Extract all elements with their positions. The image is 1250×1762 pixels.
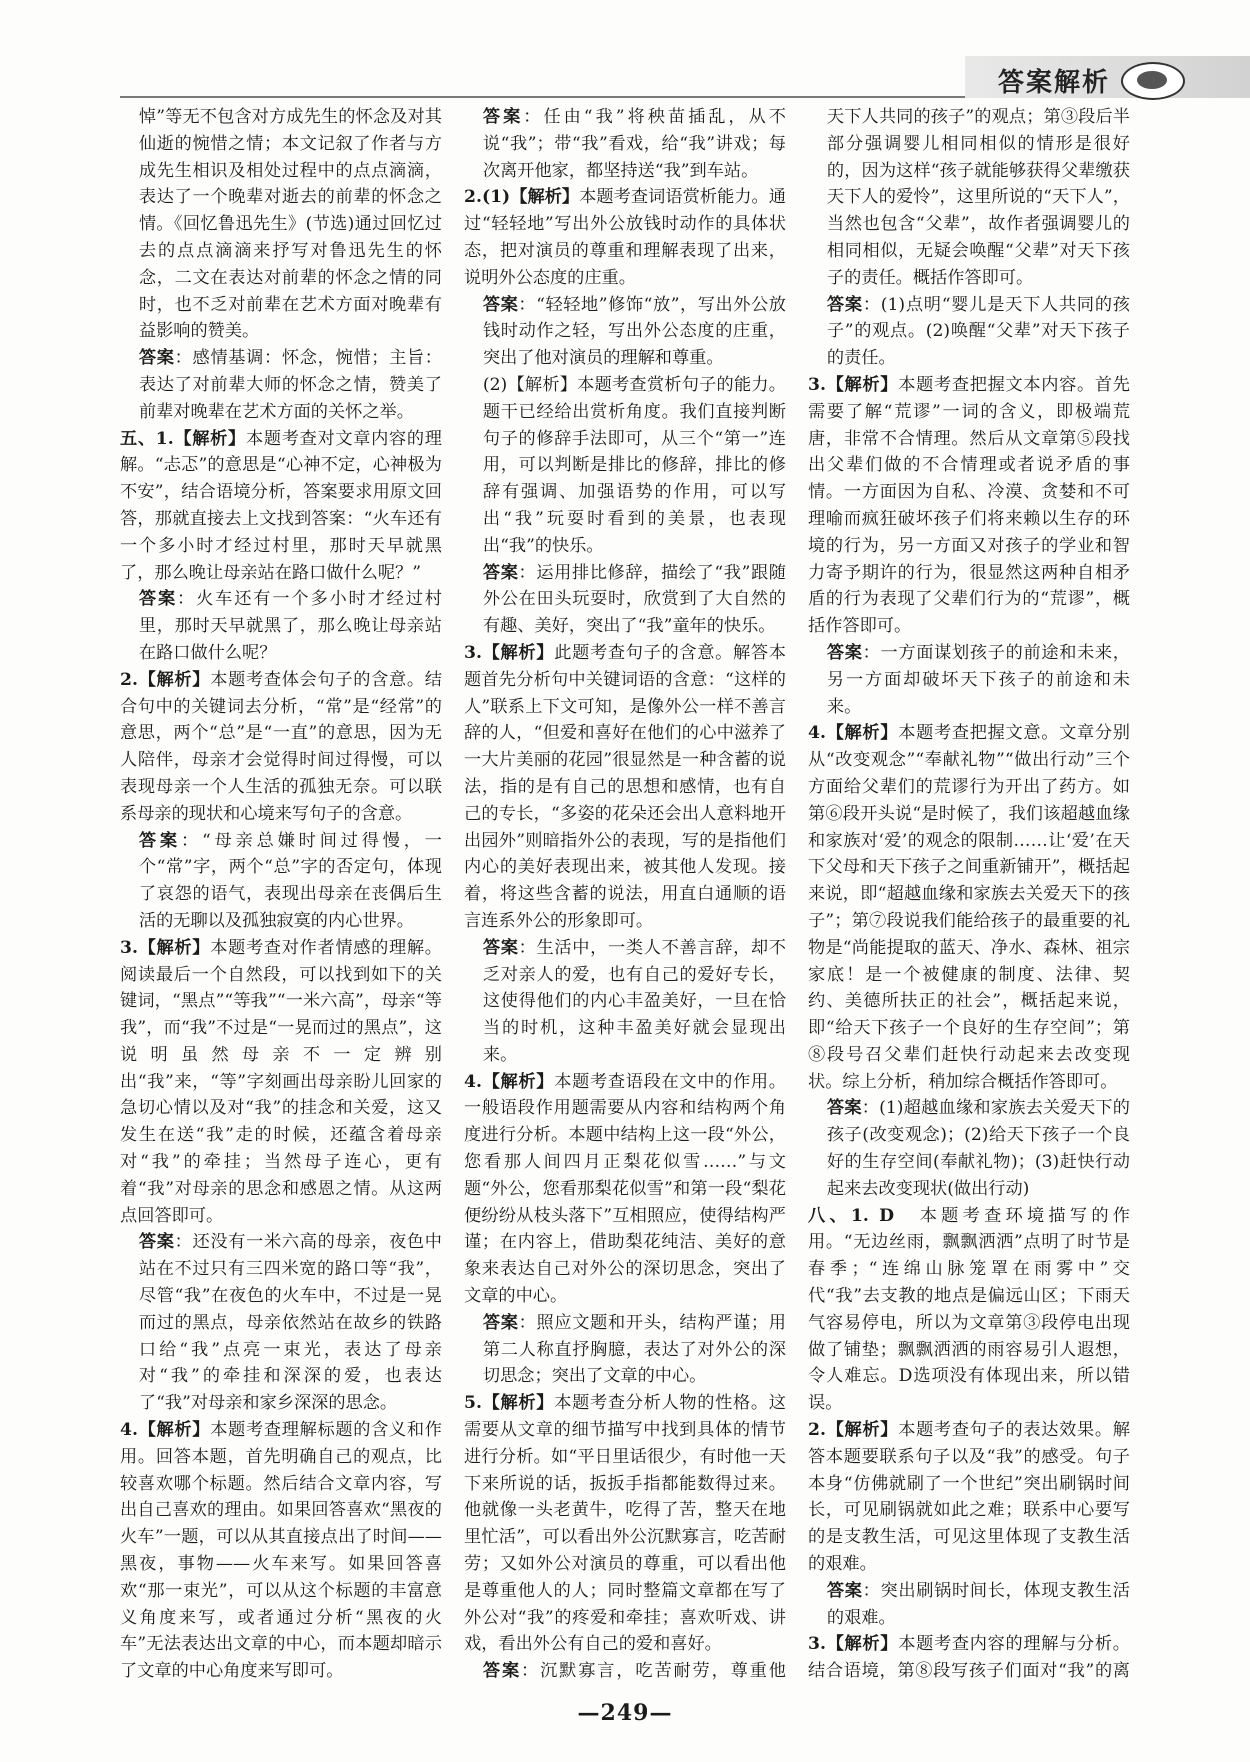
item-text: (2)【解析】本题考查赏析句子的能力。题干已经给出赏析角度。我们直接判断句子的修辞手法即可，从三个“第一”连用，可以判断是排比的修辞，排比的修辞有强调、加强语势的作用，可以写出“我”玩耍时看到的美景，也表现出“我”的快乐。 xyxy=(482,374,786,556)
answer-paragraph xyxy=(808,1578,1130,1632)
item-text: 本题考查理解标题的含义和作用。回答本题，首先明确自己的观点，比较喜欢哪个标题。然后结合文章内容，写出自己喜欢的理由。如果回答喜欢“黑夜的火车”一题，可以从其直接点出了时间——黑夜，事物——火车来写。如果回答喜欢“那一束光”，可以从这个标题的丰富意义角度来写，或者通过分析“黑夜的火车”无法表达出文章的中心，而本题却暗示了文章的中心角度来写即可。 xyxy=(120,1420,442,1682)
item-text: 本题考查对文章内容的理解。“忐忑”的意思是“心神不定，心神极为不安”，结合语境分析，答案要求用原文回答，那就直接去上文找到答案：“火车还有一个多小时才经过村里，那时天早就黑了，那么晚让母亲站在路口做什么呢？” xyxy=(120,428,442,583)
item-label: 4.【解析】 xyxy=(120,1420,211,1441)
answer-paragraph xyxy=(464,1069,786,1310)
item-label: 答案 xyxy=(138,1232,175,1253)
item-label: 答案 xyxy=(482,937,519,958)
item-text: 本题考查分析人物的性格。这需要从文章的细节描写中找到具体的情节进行分析。如“平日里话很少，有时他一天下来所说的话，扳扳手指都能数得过来。他就像一头老黄牛，吃得了苦，整天在地里忙活”，可以看出外公沉默寡言，吃苦耐劳；又如外公对演员的尊重，可以看出他是尊重他人的人；同时整篇文章都在写了外公对“我”的疼爱和牵挂；喜欢听戏、讲戏，看出外公有自己的爱和喜好。 xyxy=(464,1393,786,1655)
item-label: 五、1.【解析】 xyxy=(120,428,246,449)
answer-paragraph xyxy=(120,345,442,425)
column-right xyxy=(808,104,1130,1682)
item-label: 3.【解析】 xyxy=(464,642,555,663)
answer-paragraph xyxy=(120,828,442,935)
column-left xyxy=(120,104,442,1682)
item-text: ：“母亲总嫌时间过得慢，一个“常”字，两个“总”字的否定句，体现了哀怨的语气，表现出母亲在丧偶后生活的无聊以及孤独寂寞的内心世界。 xyxy=(138,830,442,931)
answer-paragraph xyxy=(808,292,1130,372)
item-text: ：任由“我”将秧苗插乱，从不说“我”；带“我”看戏，给“我”讲戏；每次离开他家，都坚持送“我”到车站。 xyxy=(482,107,786,181)
item-text: 此题考查句子的含意。解答本题首先分析句中关键词语的含意：“这样的人”联系上下文可知，是像外公一样不善言辞的人，“但爱和喜好在他们的心中滋养了一大片美丽的花园”很显然是一种含蓄的说法，指的是有自己的思想和感情，也有自己的专长，“多姿的花朵还会出人意料地开出园外”则暗指外公的表现，写的是指他们内心的美好表现出来，被其他人发现。接着，将这些含蓄的说法，用直白通顺的语言连系外公的形象即可。 xyxy=(464,642,786,931)
answer-paragraph xyxy=(808,640,1130,720)
item-text: ：“轻轻地”修饰“放”，写出外公放钱时动作之轻，写出外公态度的庄重，突出了他对演员的理解和尊重。 xyxy=(482,294,786,369)
answer-paragraph xyxy=(120,667,442,828)
item-label: 答案 xyxy=(138,348,175,369)
answer-paragraph xyxy=(808,372,1130,640)
answer-paragraph xyxy=(120,426,442,587)
item-label: 3.【解析】 xyxy=(808,1634,899,1655)
answer-paragraph xyxy=(808,104,1130,292)
item-text: ：还没有一米六高的母亲，夜色中站在不过只有三四米宽的路口等“我”，尽管“我”在夜色的火车中，不过是一晃而过的黑点，母亲依然站在故乡的铁路口给“我”点亮一束光，表达了母亲对“我”的牵挂和深深的爱，也表达了“我”对母亲和家乡深深的思念。 xyxy=(138,1232,442,1414)
item-label: 答案 xyxy=(826,1580,863,1601)
item-label: 4.【解析】 xyxy=(464,1071,555,1092)
item-text: ：(1)点明“婴儿是天下人共同的孩子”的观点。(2)唤醒“父辈”对天下孩子的责任。 xyxy=(826,294,1130,369)
answer-paragraph xyxy=(120,586,442,666)
answer-paragraph xyxy=(808,1095,1130,1202)
item-text: ：沉默寡言，吃苦耐劳，尊重他 xyxy=(521,1661,786,1682)
item-label: 答案 xyxy=(826,294,863,315)
item-label: 5.【解析】 xyxy=(464,1393,555,1414)
answer-paragraph xyxy=(120,1229,442,1417)
item-text: ：突出刷锅时间长，体现支教生活的艰难。 xyxy=(826,1580,1130,1628)
answer-paragraph xyxy=(464,560,786,640)
answer-paragraph xyxy=(120,104,442,345)
item-label: 答案 xyxy=(826,1098,862,1119)
item-label: 八、1. D xyxy=(808,1205,894,1226)
answer-paragraph xyxy=(464,1390,786,1658)
answer-paragraph xyxy=(808,1417,1130,1578)
item-text: ：照应文题和开头，结构严谨；用第二人称直抒胸臆，表达了对外公的深切思念；突出了文章的中心。 xyxy=(482,1312,786,1387)
answer-paragraph xyxy=(120,935,442,1230)
item-text: 本题考查词语赏析能力。通过“轻轻地”写出外公放钱时动作的具体状态，把对演员的尊重和理解表现了出来，说明外公态度的庄重。 xyxy=(464,187,786,288)
item-label: 2.【解析】 xyxy=(808,1420,899,1441)
answer-paragraph xyxy=(120,1417,442,1682)
answer-paragraph xyxy=(464,372,786,560)
item-text: ：运用排比修辞，描绘了“我”跟随外公在田头玩耍时，欣赏到了大自然的有趣、美好，突出了“我”童年的快乐。 xyxy=(482,562,786,637)
item-label: 答案 xyxy=(482,294,519,315)
column-middle xyxy=(464,104,786,1682)
item-label: 2.(1)【解析】 xyxy=(464,187,580,208)
eye-logo-icon xyxy=(1121,62,1185,100)
item-label: 3.【解析】 xyxy=(120,937,211,958)
item-label: 答案 xyxy=(482,562,519,583)
answer-paragraph xyxy=(808,720,1130,1095)
answer-paragraph xyxy=(464,104,786,184)
answer-paragraph xyxy=(464,184,786,291)
item-text: 本题考查语段在文中的作用。一般语段作用题需要从内容和结构两个角度进行分析。本题中结构上这一段“外公，您看那人间四月正梨花似雪……”与文题“外公，您看那梨花似雪”和第一段“梨花便纷纷从枝头落下”互相照应，使得结构严谨；在内容上，借助梨花纯洁、美好的意象来表达自己对外公的深切思念，突出了文章的中心。 xyxy=(464,1071,786,1307)
item-label: 答案 xyxy=(138,589,178,610)
item-text: ：生活中，一类人不善言辞，却不乏对亲人的爱，也有自己的爱好专长，这使得他们的内心丰盈美好，一旦在恰当的时机，这种丰盈美好就会显现出来。 xyxy=(482,937,786,1065)
answer-paragraph xyxy=(464,292,786,372)
answer-paragraph xyxy=(464,935,786,1069)
page-number: —249— xyxy=(577,1700,673,1726)
item-label: 答案 xyxy=(826,642,863,663)
item-text: 本题考查句子的表达效果。解答本题要联系句子以及“我”的感受。句子本身“仿佛就刷了一个世纪”突出刷锅时间长，可见刷锅就如此之难；联系中心要写的是支教生活，可见这里体现了支教生活的艰难。 xyxy=(808,1420,1130,1575)
item-text: 本题考查对作者情感的理解。阅读最后一个自然段，可以找到如下的关键词，“黑点”“等我”“一米六高”，母亲“等我”，而“我”不过是“一晃而过的黑点”，这说明虽然母亲不一定辨别出“我”来，“等”字刻画出母亲盼儿回家的急切心情以及对“我”的挂念和关爱，这又发生在送“我”走的时候，还蕴含着母亲对“我”的牵挂；当然母子连心，更有着“我”对母亲的思念和感恩之情。从这两点回答即可。 xyxy=(120,937,442,1226)
item-label: 2.【解析】 xyxy=(120,669,211,690)
item-text: ：一方面谋划孩子的前途和未来，另一方面却破坏天下孩子的前途和未来。 xyxy=(826,642,1130,717)
item-text: 悼”等无不包含对方成先生的怀念及对其仙逝的惋惜之情；本文记叙了作者与方成先生相识及相处过程中的点点滴滴，表达了一个晚辈对逝去的前辈的怀念之情。《回忆鲁迅先生》(节选)通过回忆过去的点点滴滴来抒写对鲁迅先生的怀念，二文在表达对前辈的怀念之情的同时，也不乏对前辈在艺术方面对晚辈有益影响的赞美。 xyxy=(138,107,442,342)
item-text: 天下人共同的孩子”的观点；第③段后半部分强调婴儿相同相似的情形是很好的，因为这样“孩子就能够获得父辈缴获天下人的爱怜”，这里所说的“天下人”，当然也包含“父辈”，故作者强调婴儿的相同相似，无疑会唤醒“父辈”对天下孩子的责任。概括作答即可。 xyxy=(826,107,1130,288)
item-label: 答案 xyxy=(482,107,524,127)
answer-columns xyxy=(120,104,1130,1682)
item-text: 本题考查把握文意。文章分别从“改变观念”“奉献礼物”“做出行动”三个方面给父辈们的荒谬行为开出了药方。如第⑥段开头说“是时候了，我们该超越血缘和家族对‘爱’的观念的限制……让‘爱’在天下父母和天下孩子之间重新铺开”，概括起来说，即“超越血缘和家族去关爱天下的孩子”；第⑦段说我们能给孩子的最重要的礼物是“尚能提取的蓝天、净水、森林、祖宗家底！是一个被健康的制度、法律、契约、美德所扶正的社会”，概括起来说，即“给天下孩子一个良好的生存空间”；第⑧段号召父辈们赶快行动起来去改变现状。综上分析，稍加综合概括作答即可。 xyxy=(808,723,1130,1092)
item-label: 答案 xyxy=(138,830,181,851)
item-label: 答案 xyxy=(482,1312,519,1333)
item-text: ：(1)超越血缘和家族去关爱天下的孩子(改变观念)；(2)给天下孩子一个良好的生存空间(奉献礼物)；(3)赶快行动起来去改变现状(做出行动) xyxy=(826,1098,1130,1199)
page-header xyxy=(0,0,1250,100)
answer-paragraph xyxy=(464,1310,786,1390)
answer-paragraph xyxy=(808,1203,1130,1417)
item-text: ：感情基调：怀念，惋惜；主旨：表达了对前辈大师的怀念之情，赞美了前辈对晚辈在艺术方面的关怀之举。 xyxy=(138,348,442,422)
item-label: 答案 xyxy=(482,1661,522,1682)
item-text: 本题考查内容的理解与分析。结合语境，第⑧段写孩子们面对“我”的离 xyxy=(808,1634,1130,1682)
section-title: 答案解析 xyxy=(997,68,1110,98)
item-text: ：火车还有一个多小时才经过村里，那时天早就黑了，那么晚让母亲站在路口做什么呢？ xyxy=(138,589,442,663)
item-label: 3.【解析】 xyxy=(808,374,899,395)
item-text: 本题考查环境描写的作用。“无边丝雨，飘飘洒洒”点明了时节是春季；“连绵山脉笼罩在雨雾中”交代“我”去支教的地点是偏远山区；下雨天气容易停电，所以为文章第③段停电出现做了铺垫；飘飘洒洒的雨容易引人遐想，令人难忘。D选项没有体现出来，所以错误。 xyxy=(808,1205,1130,1414)
answer-paragraph xyxy=(464,1658,786,1682)
item-text: 本题考查体会句子的含意。结合句中的关键词去分析，“常”是“经常”的意思，两个“总”是“一直”的意思，因为无人陪伴，母亲才会觉得时间过得慢，可以表现母亲一个人生活的孤独无奈。可以联系母亲的现状和心境来写句子的含意。 xyxy=(120,669,442,824)
item-label: 4.【解析】 xyxy=(808,723,899,744)
answer-paragraph xyxy=(464,640,786,935)
answer-paragraph xyxy=(808,1631,1130,1682)
item-text: 本题考查把握文本内容。首先需要了解“荒谬”一词的含义，即极端荒唐，非常不合情理。然后从文章第⑤段找出父辈们做的不合情理或者说矛盾的事情。一方面因为自私、冷漠、贪婪和不可理喻而疯狂破坏孩子们将来赖以生存的环境的行为，另一方面又对孩子的学业和智力寄予期许的行为，很显然这两种自相矛盾的行为表现了父辈们行为的“荒谬”，概括作答即可。 xyxy=(808,374,1130,637)
